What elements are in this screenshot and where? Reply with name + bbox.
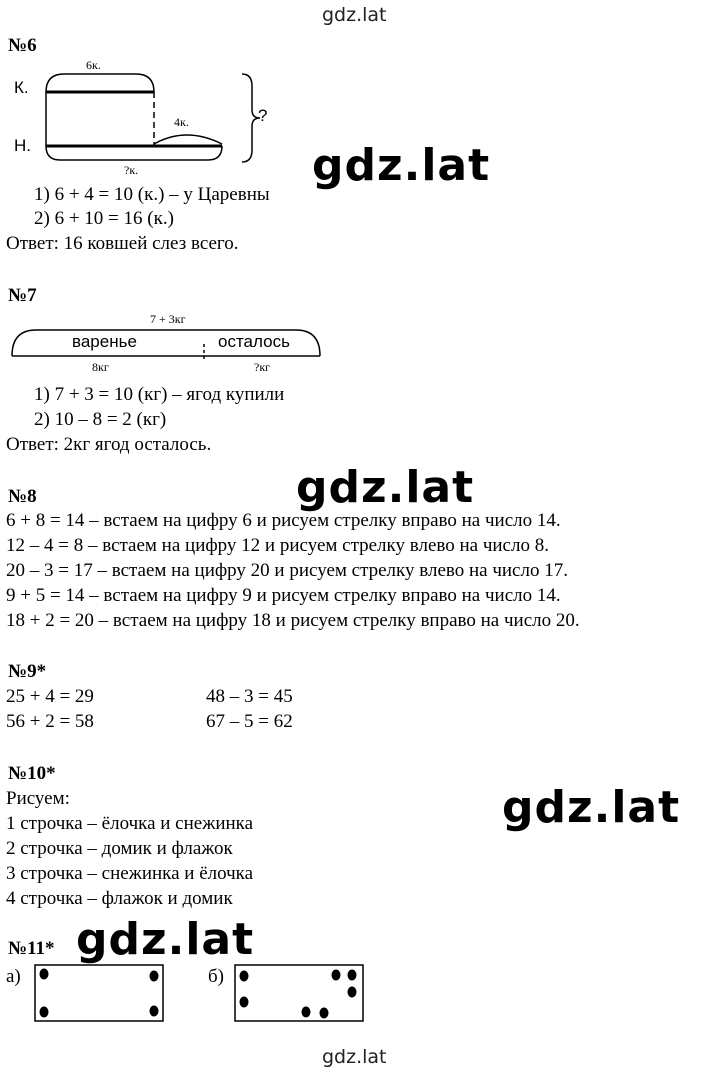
task8-heading: №8	[8, 486, 37, 507]
task11-label-a: а)	[6, 966, 21, 987]
task9-heading: №9*	[8, 661, 47, 682]
label-k: К.	[14, 78, 29, 97]
watermark-1: gdz.lat	[312, 140, 491, 191]
task9-left-1: 25 + 4 = 29	[6, 686, 94, 707]
dot	[150, 1006, 159, 1017]
task7-line-1: 1) 7 + 3 = 10 (кг) – ягод купили	[34, 384, 285, 405]
dot	[348, 970, 357, 981]
task11-label-b: б)	[208, 966, 224, 987]
task11-box-a	[34, 964, 166, 1024]
under-8kg: 8кг	[92, 360, 109, 374]
dot	[348, 987, 357, 998]
dot	[320, 1008, 329, 1019]
task9-right-2: 67 – 5 = 62	[206, 711, 293, 732]
dot	[240, 997, 249, 1008]
label-n: Н.	[14, 136, 31, 155]
task10-line-1: Рисуем:	[6, 788, 70, 809]
task8-line-5: 18 + 2 = 20 – встаем на цифру 18 и рисуем стрелку вправо на число 20.	[6, 610, 580, 631]
task6-heading: №6	[8, 35, 37, 56]
watermark-3: gdz.lat	[502, 782, 681, 833]
dot	[40, 969, 49, 980]
dot	[40, 1007, 49, 1018]
task10-line-2: 1 строчка – ёлочка и снежинка	[6, 813, 254, 834]
task8-line-3: 20 – 3 = 17 – встаем на цифру 20 и рисуем стрелку влево на число 17.	[6, 560, 568, 581]
task11-heading: №11*	[8, 938, 55, 959]
dot	[332, 970, 341, 981]
task9-right-1: 48 – 3 = 45	[206, 686, 293, 707]
small-brace-label: 4к.	[174, 115, 189, 129]
task10-line-4: 3 строчка – снежинка и ёлочка	[6, 863, 254, 884]
watermark-2: gdz.lat	[296, 462, 475, 513]
top-brace-label: 6к.	[86, 58, 101, 72]
task6-line-2: 2) 6 + 10 = 16 (к.)	[34, 208, 174, 229]
task10-line-5: 4 строчка – флажок и домик	[6, 888, 233, 909]
task7-line-2: 2) 10 – 8 = 2 (кг)	[34, 409, 167, 430]
task6-diagram	[36, 66, 296, 176]
task7-top-label: 7 + 3кг	[150, 312, 186, 326]
seg-ostalos: осталось	[218, 332, 290, 351]
watermark-top: gdz.lat	[322, 4, 387, 26]
task10-heading: №10*	[8, 763, 56, 784]
watermark-bottom: gdz.lat	[322, 1046, 387, 1068]
task8-line-2: 12 – 4 = 8 – встаем на цифру 12 и рисуем стрелку влево на число 8.	[6, 535, 549, 556]
dot	[302, 1007, 311, 1018]
task6-answer: Ответ: 16 ковшей слез всего.	[6, 233, 239, 254]
task10-line-3: 2 строчка – домик и флажок	[6, 838, 233, 859]
task9-left-2: 56 + 2 = 58	[6, 711, 94, 732]
dot	[240, 971, 249, 982]
task6-line-1: 1) 6 + 4 = 10 (к.) – у Царевны	[34, 184, 270, 205]
question-mark: ?	[258, 106, 268, 125]
task7-answer: Ответ: 2кг ягод осталось.	[6, 434, 212, 455]
dot	[150, 971, 159, 982]
under-qkg: ?кг	[254, 360, 271, 374]
task8-line-4: 9 + 5 = 14 – встаем на цифру 9 и рисуем стрелку вправо на число 14.	[6, 585, 561, 606]
bottom-label: ?к.	[124, 163, 139, 177]
task7-heading: №7	[8, 285, 37, 306]
watermark-4: gdz.lat	[76, 914, 255, 965]
seg-varenye: варенье	[72, 332, 137, 351]
task11-box-b	[234, 964, 366, 1024]
task8-line-1: 6 + 8 = 14 – встаем на цифру 6 и рисуем стрелку вправо на число 14.	[6, 510, 561, 531]
